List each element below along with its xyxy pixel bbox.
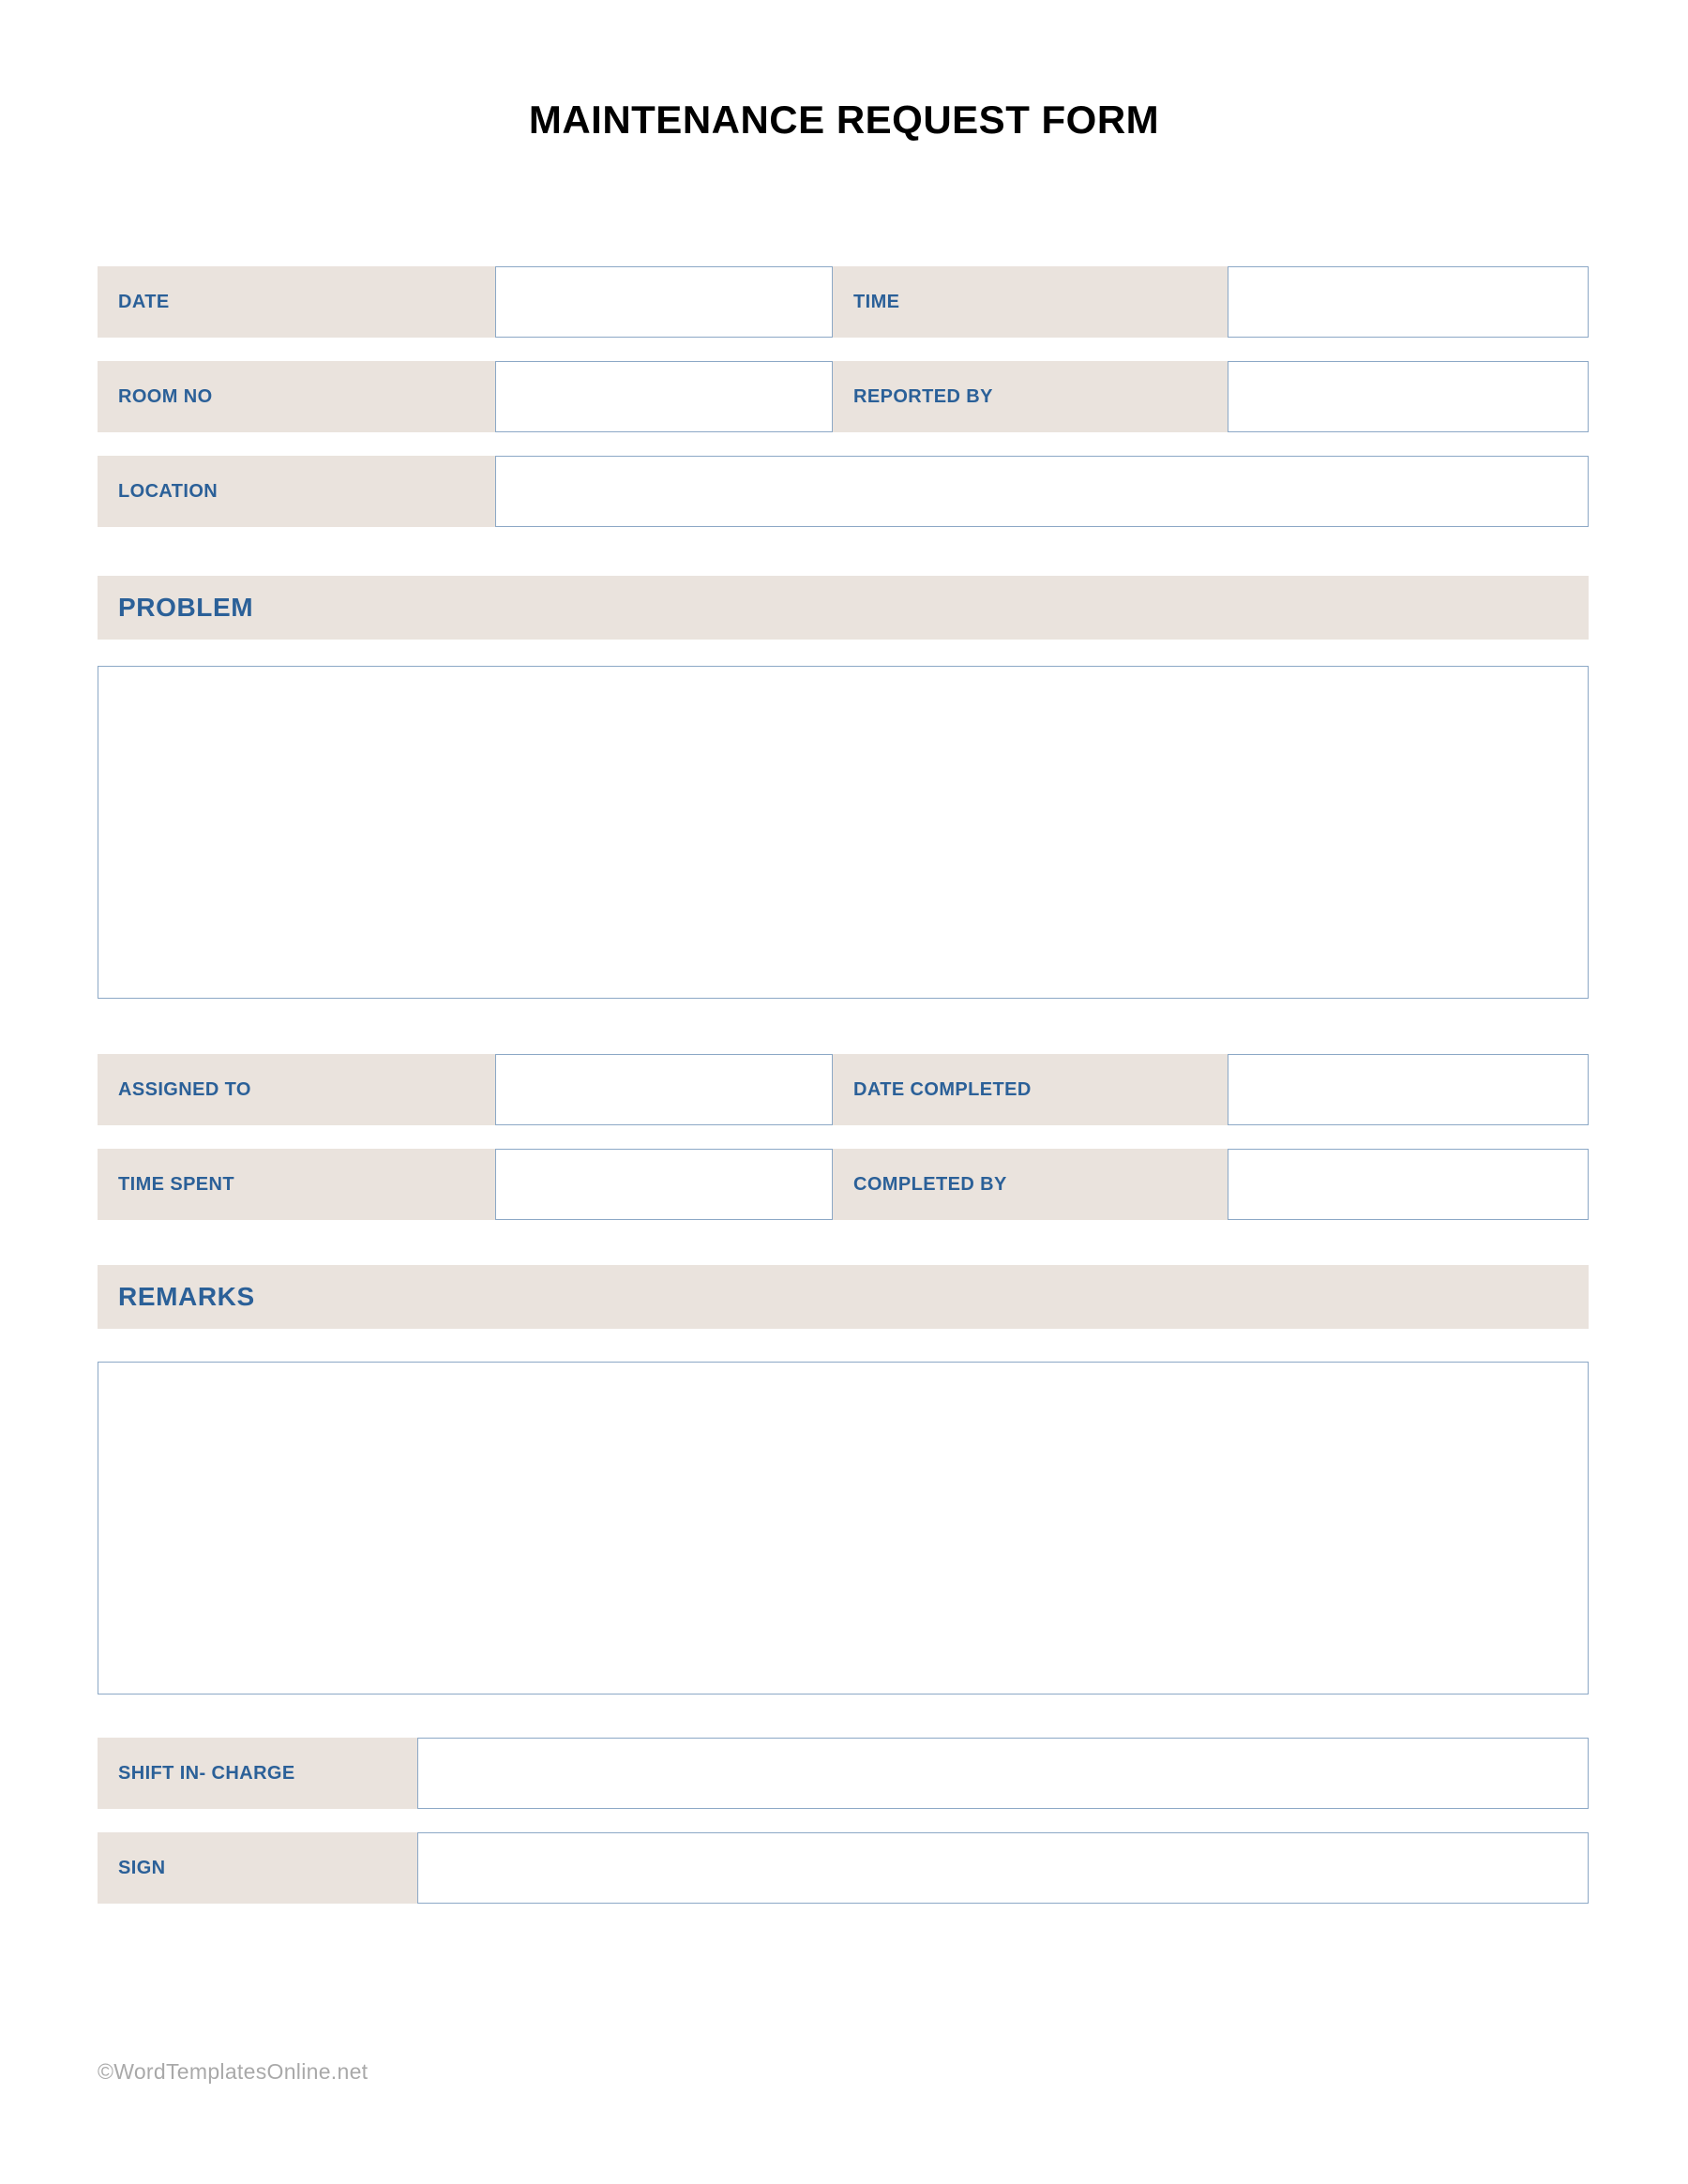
textarea-problem[interactable] xyxy=(98,666,1589,999)
field-label-room-no: ROOM NO xyxy=(118,385,213,407)
label-cell-date xyxy=(98,266,495,338)
field-label-assigned-to: ASSIGNED TO xyxy=(118,1078,251,1100)
form-row-room-reported xyxy=(98,361,1589,432)
footer-credit: ©WordTemplatesOnline.net xyxy=(98,2059,369,2084)
input-date-completed[interactable] xyxy=(1228,1054,1589,1125)
field-label-sign: SIGN xyxy=(118,1857,166,1878)
input-time[interactable] xyxy=(1228,266,1589,338)
section-header-remarks xyxy=(98,1265,1589,1329)
input-sign[interactable] xyxy=(417,1832,1589,1904)
section-title-problem: PROBLEM xyxy=(118,593,254,622)
label-cell-location xyxy=(98,456,495,527)
page-title: MAINTENANCE REQUEST FORM xyxy=(528,98,1160,142)
section-header-problem xyxy=(98,576,1589,640)
field-label-reported-by: REPORTED BY xyxy=(853,385,993,407)
field-label-date: DATE xyxy=(118,291,170,312)
input-date[interactable] xyxy=(495,266,833,338)
label-cell-shift-in-charge xyxy=(98,1738,417,1809)
input-reported-by[interactable] xyxy=(1228,361,1589,432)
form-row-location xyxy=(98,456,1589,527)
form-row-timespent-completedby xyxy=(98,1149,1589,1220)
label-cell-assigned-to xyxy=(98,1054,495,1125)
field-label-time-spent: TIME SPENT xyxy=(118,1173,235,1195)
label-cell-room-no xyxy=(98,361,495,432)
section-title-remarks: REMARKS xyxy=(118,1282,255,1311)
input-shift-in-charge[interactable] xyxy=(417,1738,1589,1809)
input-completed-by[interactable] xyxy=(1228,1149,1589,1220)
input-room-no[interactable] xyxy=(495,361,833,432)
field-label-shift-in-charge: SHIFT IN- CHARGE xyxy=(118,1762,295,1784)
form-row-shift-in-charge xyxy=(98,1738,1589,1809)
field-label-completed-by: COMPLETED BY xyxy=(853,1173,1007,1195)
label-cell-date-completed xyxy=(833,1054,1228,1125)
label-cell-time xyxy=(833,266,1228,338)
field-label-date-completed: DATE COMPLETED xyxy=(853,1078,1032,1100)
form-row-sign xyxy=(98,1832,1589,1904)
label-cell-time-spent xyxy=(98,1149,495,1220)
form-row-assigned-datecompleted xyxy=(98,1054,1589,1125)
field-label-time: TIME xyxy=(853,291,900,312)
input-time-spent[interactable] xyxy=(495,1149,833,1220)
label-cell-reported-by xyxy=(833,361,1228,432)
label-cell-completed-by xyxy=(833,1149,1228,1220)
form-row-date-time xyxy=(98,266,1589,338)
input-location[interactable] xyxy=(495,456,1589,527)
label-cell-sign xyxy=(98,1832,417,1904)
input-assigned-to[interactable] xyxy=(495,1054,833,1125)
textarea-remarks[interactable] xyxy=(98,1362,1589,1694)
field-label-location: LOCATION xyxy=(118,480,219,502)
